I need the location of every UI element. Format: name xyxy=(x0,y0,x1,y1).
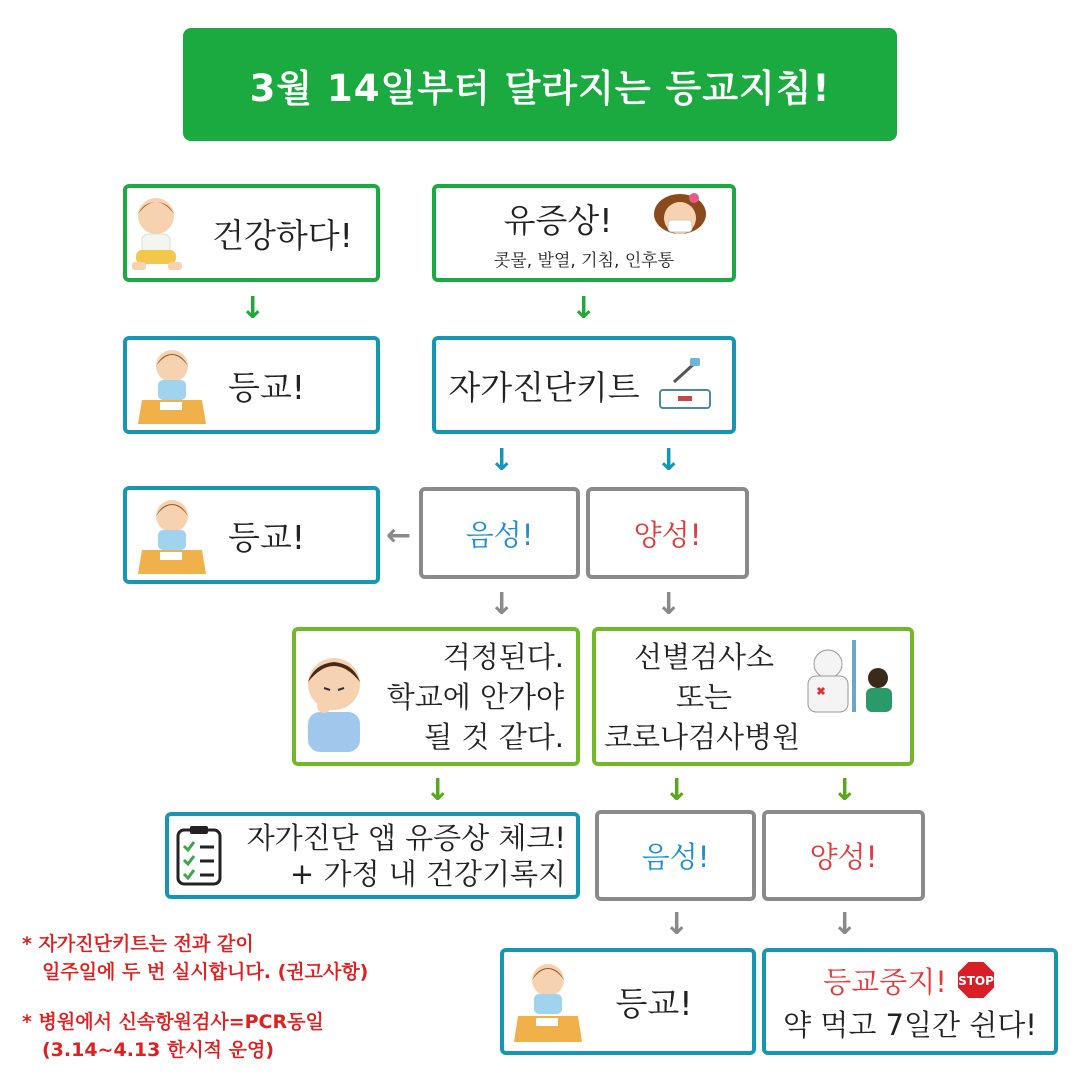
symptom-sub: 콧물, 발열, 기침, 인후통 xyxy=(493,251,675,271)
arrow-down-2: ↓ xyxy=(571,291,597,326)
screening-line2: 또는 xyxy=(675,679,733,714)
symptom-title: 유증상! xyxy=(503,201,613,240)
negative-box-1 xyxy=(419,487,580,579)
student-desk-icon-2 xyxy=(136,494,208,576)
arrow-down-10: ↓ xyxy=(664,907,690,942)
arrow-down-11: ↓ xyxy=(832,907,858,942)
worried-line3: 될 것 같다. xyxy=(424,719,564,754)
screening-line1: 선별검사소 xyxy=(633,639,775,674)
negative-label-1: 음성! xyxy=(465,517,534,552)
note1-line2: 일주일에 두 번 실시합니다. (권고사항) xyxy=(42,961,369,983)
attend-label-3: 등교! xyxy=(615,984,693,1023)
worried-line1: 걱정된다. xyxy=(442,639,564,674)
healthy-child-icon xyxy=(128,190,190,276)
self-kit-label: 자가진단키트 xyxy=(448,367,640,407)
healthy-label: 건강하다! xyxy=(212,215,353,255)
note-1 xyxy=(22,930,368,986)
screening-line3: 코로나검사병원 xyxy=(604,719,801,754)
positive-label-2: 양성! xyxy=(809,840,878,874)
student-desk-icon-3 xyxy=(512,958,584,1044)
negative-label-2: 음성! xyxy=(641,840,710,874)
arrow-left: ← xyxy=(386,518,412,553)
covid-test-icon xyxy=(794,638,902,714)
arrow-down-7: ↓ xyxy=(425,773,451,808)
stop-line1: 등교중지! xyxy=(823,964,947,999)
checklist-icon xyxy=(174,824,224,886)
student-desk-icon xyxy=(136,344,208,426)
arrow-down-3: ↓ xyxy=(489,443,515,478)
note-2 xyxy=(22,1008,324,1064)
positive-label-1: 양성! xyxy=(633,517,702,552)
app-check-box xyxy=(165,812,580,899)
arrow-down-4: ↓ xyxy=(656,443,682,478)
page-title: 3월 14일부터 달라지는 등교지침! xyxy=(249,66,831,110)
stop-attend-box xyxy=(762,948,1058,1055)
arrow-down-1: ↓ xyxy=(240,291,266,326)
app-line1: 자가진단 앱 유증상 체크! xyxy=(246,820,566,855)
arrow-down-8: ↓ xyxy=(664,773,690,808)
worried-boy-icon xyxy=(300,650,368,754)
test-kit-icon xyxy=(656,356,714,414)
positive-box-1 xyxy=(586,487,749,579)
attend-label-2: 등교! xyxy=(228,517,305,557)
arrow-down-9: ↓ xyxy=(832,773,858,808)
app-line2: + 가정 내 건강기록지 xyxy=(289,856,566,891)
negative-box-2 xyxy=(595,810,756,901)
note2-line2: (3.14~4.13 한시적 운영) xyxy=(42,1039,275,1061)
stop-line2: 약 먹고 7일간 쉰다! xyxy=(783,1008,1037,1042)
title-banner xyxy=(183,28,897,141)
positive-box-2 xyxy=(762,810,925,901)
stop-sign-text: STOP xyxy=(957,974,994,988)
worried-line2: 학교에 안가야 xyxy=(386,679,564,714)
arrow-down-6: ↓ xyxy=(656,587,682,622)
note2-line1: * 병원에서 신속항원검사=PCR동일 xyxy=(22,1011,324,1033)
stop-sign-icon xyxy=(955,959,997,1001)
girl-mask-icon xyxy=(648,190,712,240)
note1-line1: * 자가진단키트는 전과 같이 xyxy=(22,933,254,955)
arrow-down-5: ↓ xyxy=(489,587,515,622)
attend-label-1: 등교! xyxy=(228,367,305,407)
